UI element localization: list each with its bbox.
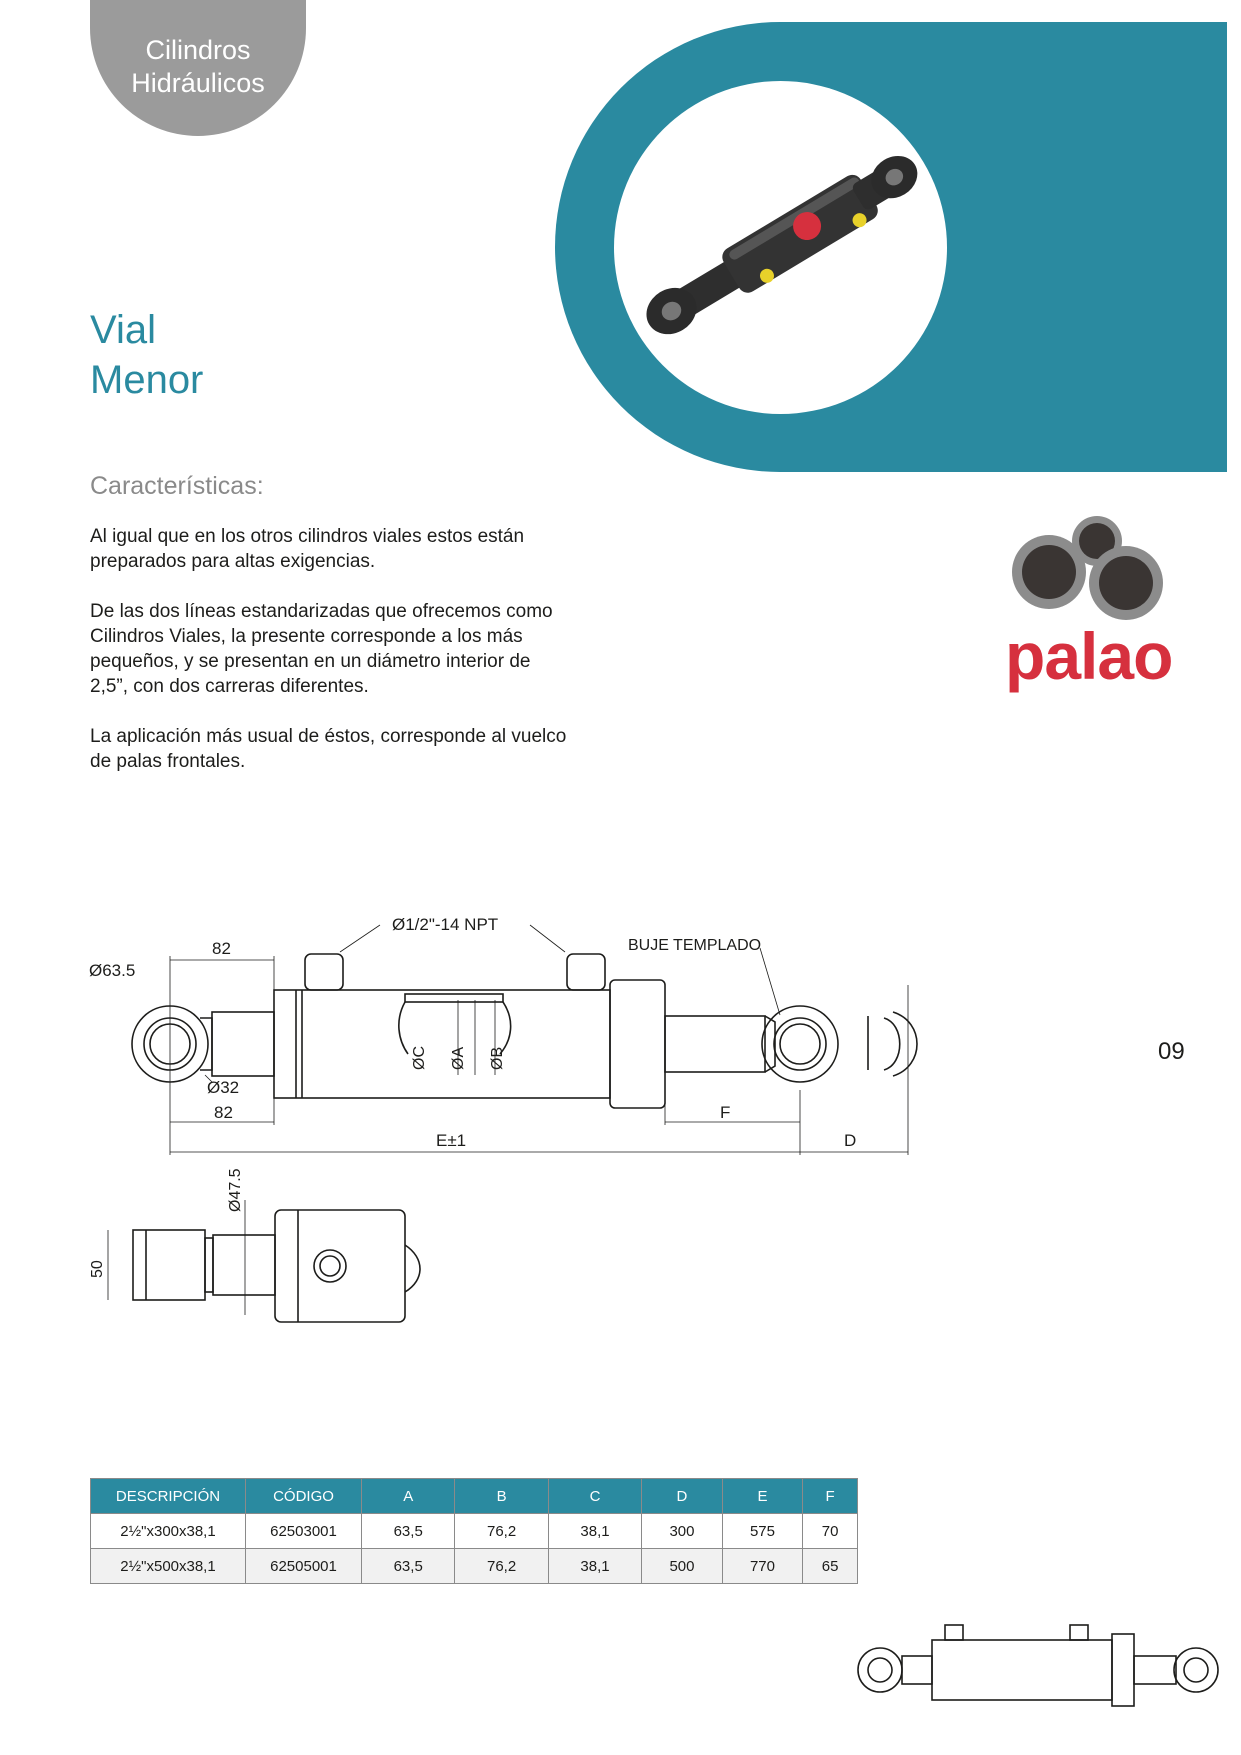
dim-d-label: D — [844, 1131, 857, 1150]
category-line-1: Cilindros — [145, 35, 251, 65]
header-description: DESCRIPCIÓN — [91, 1479, 246, 1514]
cell-f: 65 — [803, 1549, 858, 1584]
header-f: F — [803, 1479, 858, 1514]
paragraph-2-line-4: 2,5”, con dos carreras diferentes. — [90, 676, 369, 697]
dim-a-label: ØA — [450, 1046, 467, 1070]
header-d: D — [642, 1479, 723, 1514]
cell-c: 38,1 — [548, 1514, 641, 1549]
table-row — [91, 1514, 858, 1549]
cell-b: 76,2 — [455, 1514, 548, 1549]
paragraph-2-line-1: De las dos líneas estandarizadas que ofrecemos como — [90, 601, 553, 622]
cell-code: 62505001 — [246, 1549, 362, 1584]
header-e: E — [722, 1479, 803, 1514]
title-line-1: Vial — [90, 308, 156, 352]
table-row — [91, 1549, 858, 1584]
brand-wordmark: palao — [1005, 619, 1173, 693]
port-label: Ø1/2"-14 NPT — [392, 915, 499, 934]
cell-a: 63,5 — [362, 1514, 455, 1549]
product-logo-text: palao — [789, 173, 817, 196]
cell-description: 2½"x500x38,1 — [91, 1549, 246, 1584]
cell-e: 770 — [722, 1549, 803, 1584]
dim-c-label: ØC — [411, 1046, 428, 1070]
header-b: B — [455, 1479, 548, 1514]
cell-d: 300 — [642, 1514, 723, 1549]
cell-c: 38,1 — [548, 1549, 641, 1584]
cell-description: 2½"x300x38,1 — [91, 1514, 246, 1549]
eye-diameter-label: Ø63.5 — [89, 961, 136, 980]
paragraph-2-line-3: pequeños, y se presentan en un diámetro interior de — [90, 651, 531, 672]
paragraph-2-line-2: Cilindros Viales, la presente corresponde a los más — [90, 626, 523, 647]
paragraph-1-line-2: preparados para altas exigencias. — [90, 551, 376, 572]
paragraph-3-line-2: de palas frontales. — [90, 751, 246, 772]
bushing-label: BUJE TEMPLADO — [628, 937, 762, 954]
dim-b-label: ØB — [489, 1046, 506, 1070]
cell-b: 76,2 — [455, 1549, 548, 1584]
paragraph-3-line-1: La aplicación más usual de éstos, corresponde al vuelco — [90, 726, 567, 747]
dim-e-label: E±1 — [436, 1131, 467, 1150]
top-dim-label: 82 — [212, 939, 231, 958]
section-heading: Características: — [90, 472, 264, 500]
rod-diameter-label: Ø32 — [207, 1078, 240, 1097]
paragraph-1-line-1: Al igual que en los otros cilindros viales estos están — [90, 526, 525, 547]
dim-f-label: F — [720, 1103, 731, 1122]
side-width-label: 50 — [89, 1260, 106, 1278]
cell-a: 63,5 — [362, 1549, 455, 1584]
table-header-row — [91, 1479, 858, 1514]
header-a: A — [362, 1479, 455, 1514]
header-c: C — [548, 1479, 641, 1514]
cell-f: 70 — [803, 1514, 858, 1549]
cell-code: 62503001 — [246, 1514, 362, 1549]
cell-e: 575 — [722, 1514, 803, 1549]
cell-d: 500 — [642, 1549, 723, 1584]
page-number: 09 — [1158, 1038, 1185, 1065]
bottom-dim-label: 82 — [214, 1103, 233, 1122]
title-line-2: Menor — [90, 358, 204, 402]
header-code: CÓDIGO — [246, 1479, 362, 1514]
spec-table — [90, 1478, 858, 1584]
side-diameter-label: Ø47.5 — [227, 1168, 244, 1212]
category-line-2: Hidráulicos — [131, 68, 265, 98]
